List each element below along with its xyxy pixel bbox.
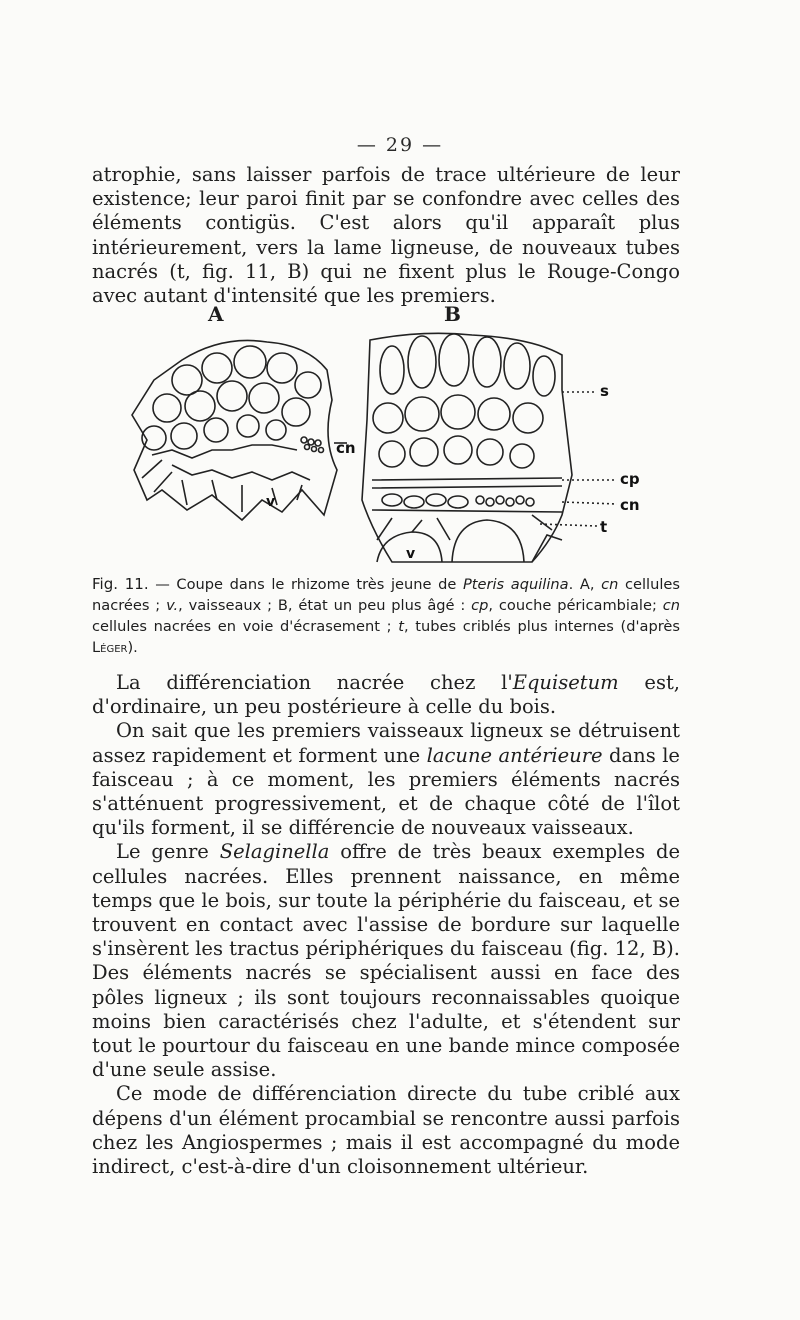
figure-label-b: B <box>444 302 461 326</box>
caption-abbrev: cp <box>471 597 489 614</box>
label-b-cp: cp <box>620 470 640 488</box>
caption-text: . A, <box>568 576 602 593</box>
label-b-t: t <box>600 518 608 536</box>
caption-text: — Coupe dans le rhizome très jeune de <box>148 576 463 593</box>
caption-text: , couche péricambiale; <box>488 597 663 614</box>
paragraph-5: Ce mode de différenciation directe du tube criblé aux dépens d'un élément procambial se rencontre aussi parfois chez les Angiospermes ; mais il est accompagné du mode indirect, c'est-à-dire d'un cloisonnement ultérieur. <box>92 1082 680 1179</box>
caption-text: cellules nacrées ; <box>92 576 680 614</box>
figure-caption <box>92 574 680 658</box>
paragraph-1: atrophie, sans laisser parfois de trace ultérieure de leur existence; leur paroi finit par se confondre avec celles des éléments contigüs. C'est alors qu'il apparaît plus intérieurement, vers la lame ligneuse, de nouveaux tubes nacrés (t, fig. 11, B) qui ne fixent plus le Rouge-Congo avec autant d'intensité que les premiers. <box>92 163 680 308</box>
paragraph-3: On sait que les premiers vaisseaux ligneux se détruisent assez rapidement et forment une lacune antérieure dans le faisceau ; à ce moment, les premiers éléments nacrés s'atténuent progressivement, et de chaque côté de l'îlot qu'ils forment, il se différencie de nouveaux vaisseaux. <box>92 719 680 840</box>
label-a-cn: cn <box>336 439 356 457</box>
caption-author: Léger <box>92 639 128 656</box>
figure-11 <box>92 300 680 572</box>
caption-text: , vaisseaux ; B, état un peu plus âgé : <box>178 597 472 614</box>
page-number: — 29 — <box>356 134 444 156</box>
body-text <box>92 671 680 1179</box>
caption-abbrev: cn <box>601 576 619 593</box>
label-b-v: v <box>406 546 416 562</box>
paragraph-4: Le genre Selaginella offre de très beaux exemples de cellules nacrées. Elles prennent naissance, en même temps que le bois, sur toute la périphérie du faisceau, et se trouvent en contact avec l'assise de bordure sur laquelle s'insèrent les tractus périphériques du faisceau (fig. 12, B). Des éléments nacrés se spécialisent aussi en face des pôles ligneux ; ils sont toujours reconnaissables quoique moins bien caractérisés chez l'adulte, et s'étendent sur tout le pourtour du faisceau en une bande mince composée d'une seule assise. <box>92 840 680 1082</box>
caption-text: cellules nacrées en voie d'écrasement ; <box>92 618 399 635</box>
caption-abbrev: cn <box>662 597 681 614</box>
caption-fig-number: Fig. 11. <box>92 575 149 593</box>
caption-text: ). <box>127 639 138 656</box>
cell-section-drawing <box>92 300 680 572</box>
caption-species: Pteris aquilina <box>463 576 569 593</box>
paragraph-2: La différenciation nacrée chez l'Equisetum est, d'ordinaire, un peu postérieure à celle du bois. <box>92 671 680 719</box>
caption-text: , tubes criblés plus internes (d'après <box>403 618 680 635</box>
caption-abbrev: t <box>398 618 404 635</box>
figure-label-a: A <box>208 302 224 326</box>
label-b-cn: cn <box>620 496 640 514</box>
label-b-s: s <box>600 382 609 400</box>
label-a-v: v <box>266 494 276 510</box>
caption-abbrev: v. <box>166 597 179 614</box>
